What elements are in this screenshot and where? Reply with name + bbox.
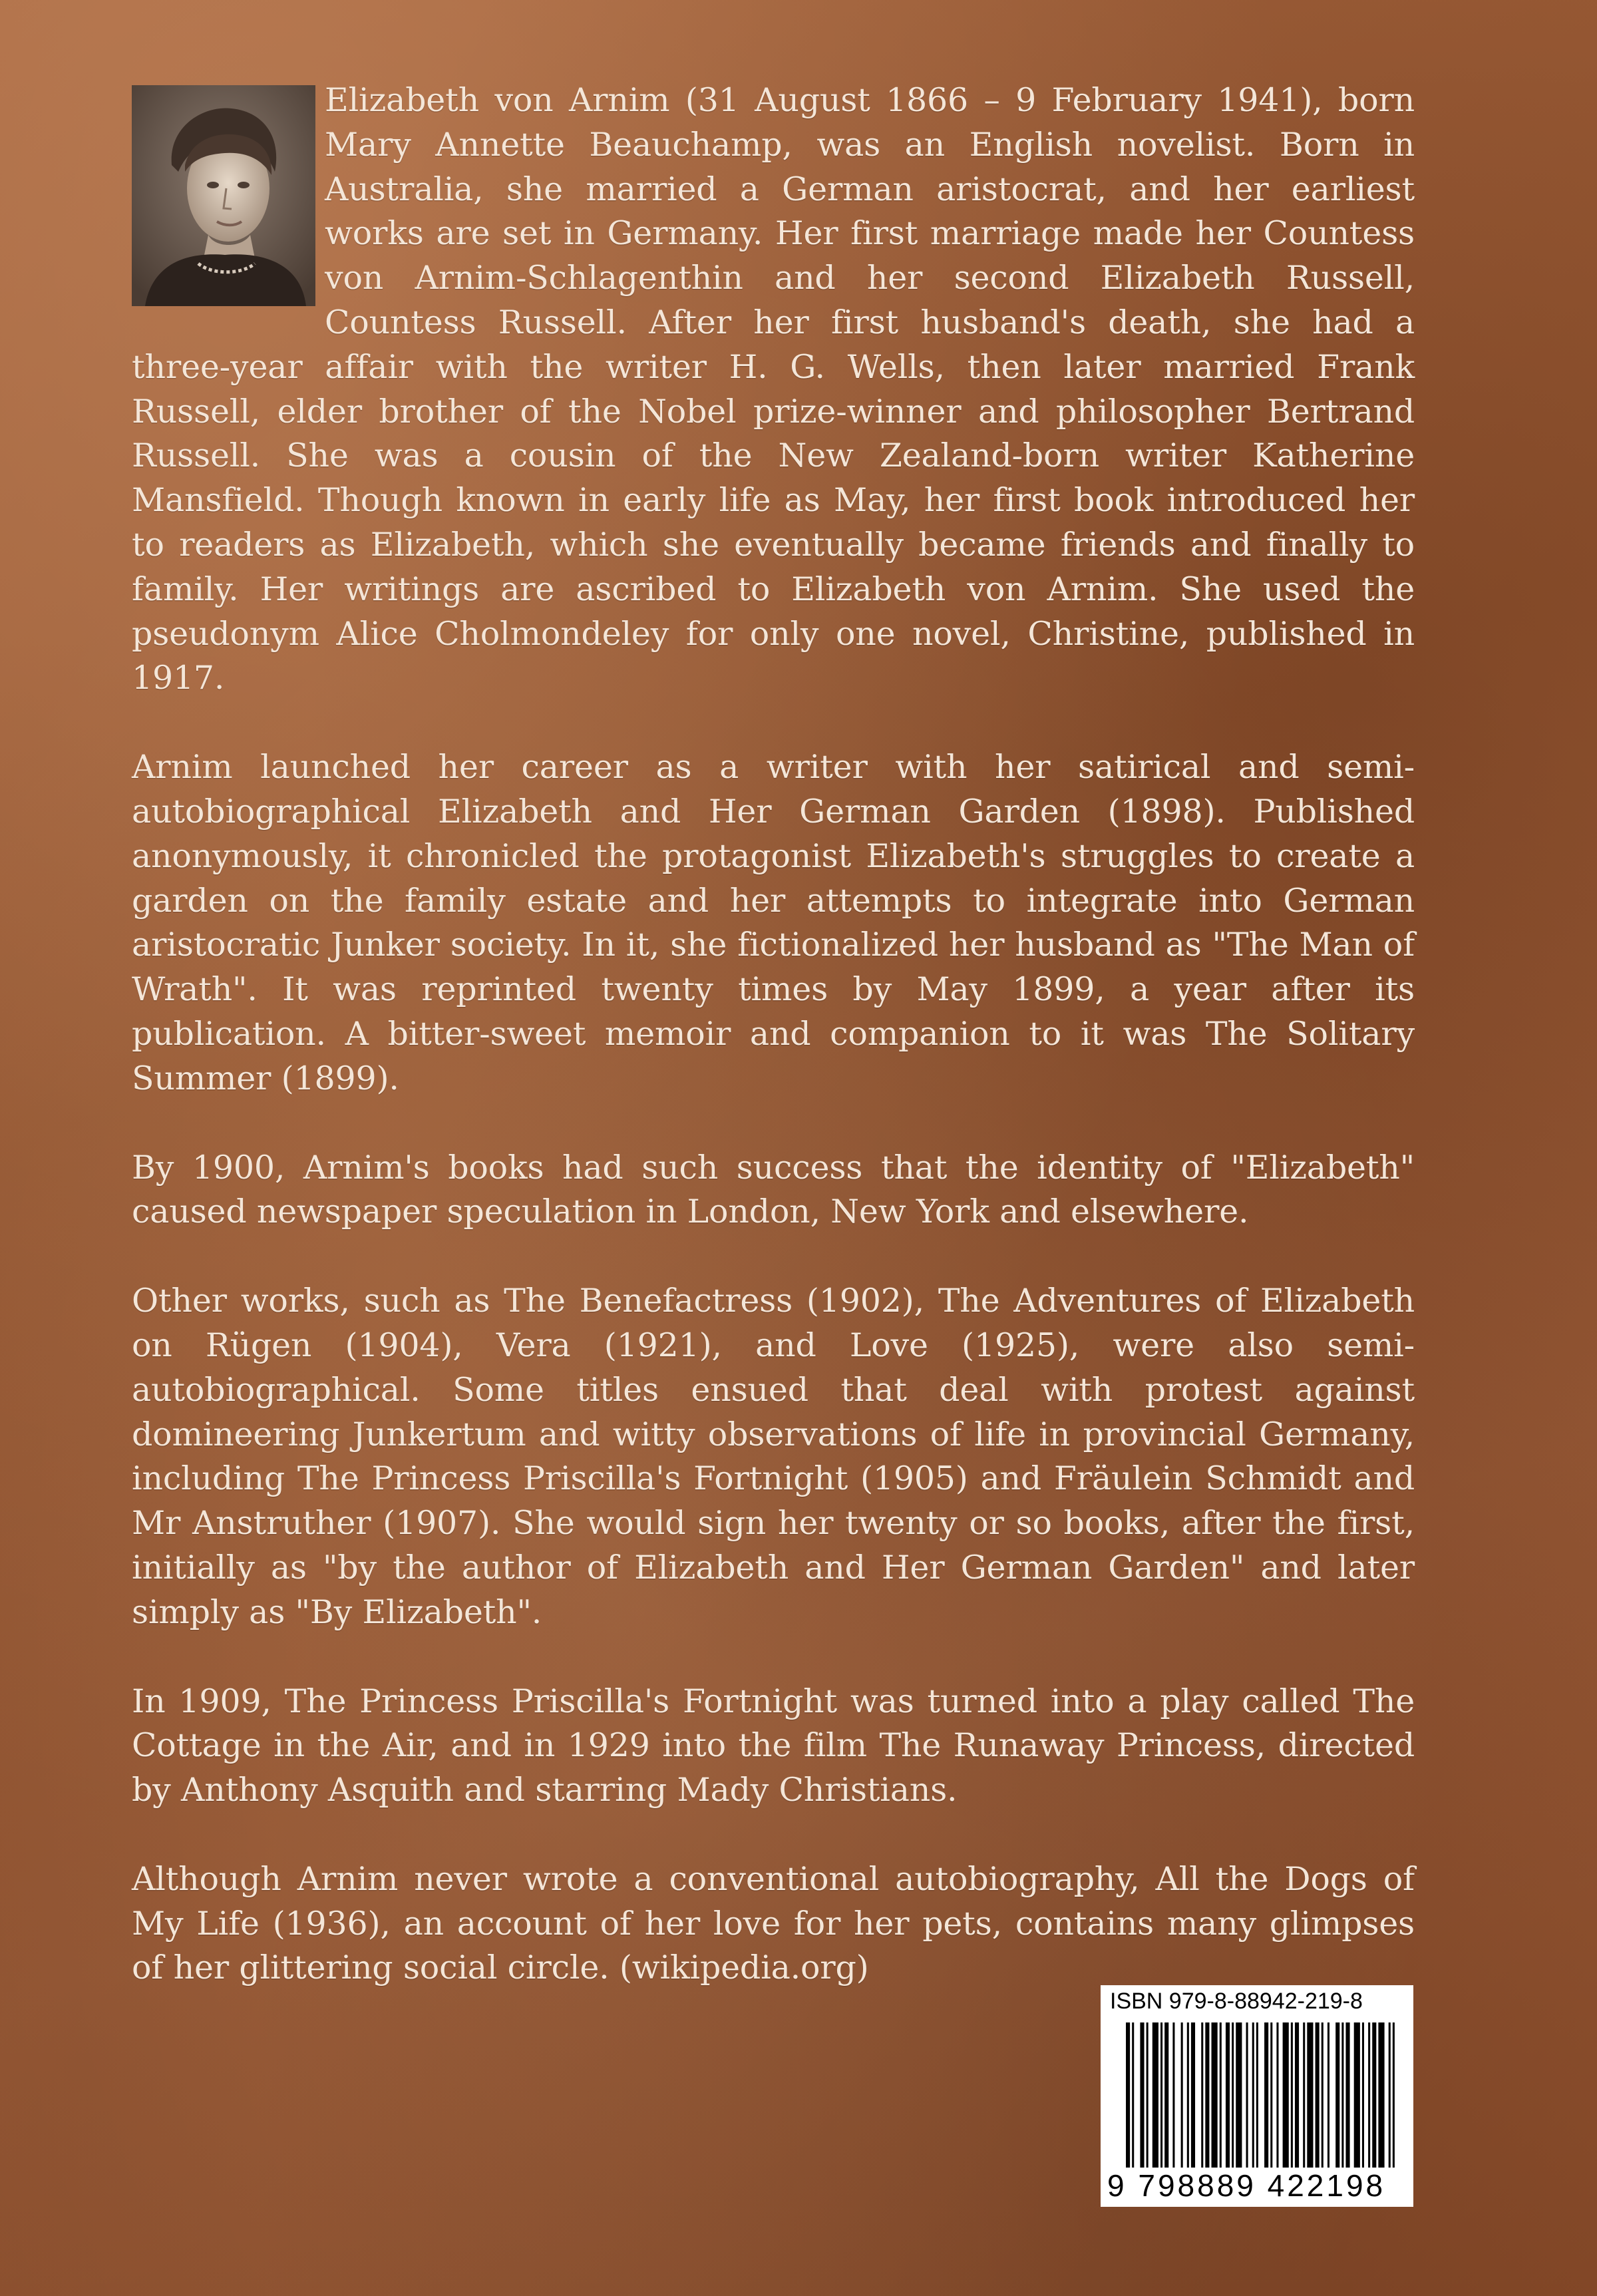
barcode-bar [1205,2022,1209,2168]
barcode-bar [1236,2022,1242,2168]
isbn-label: ISBN 979-8-88942-219-8 [1110,1989,1363,2014]
barcode-bar [1389,2022,1391,2168]
barcode-bar [1201,2022,1203,2168]
barcode-bar [1362,2022,1364,2168]
bio-paragraph-6: Although Arnim never wrote a conventional autobiography, All the Dogs of My Life (1936), an account of her love for her pets, contains many glimpses of her glittering social circle. (wikipedia.org) [132,1859,1415,1987]
barcode-bar [1232,2022,1234,2168]
barcode-bar [1316,2022,1320,2168]
bio-paragraph-1: Elizabeth von Arnim (31 August 1866 – 9 February 1941), born Mary Annette Beauchamp, was an English novelist. Born in Australia, she married a German aristocrat, and her earliest works are set in Germany. Her first marriage made her Countess von Arnim-Schlagenthin and her second Elizabeth Russell, Countess Russell. After her first husband's death, she had a three-year affair with the writer H. G. Wells, then later married Frank Russell, elder brother of the Nobel prize-winner and philosopher Bertrand Russell. She was a cousin of the New Zealand-born writer Katherine Mansfield. Though known in early life as May, her first book introduced her to readers as Elizabeth, which she eventually became friends and finally to family. Her writings are ascribed to Elizabeth von Arnim. She used the pseudonym Alice Cholmondeley for only one novel, Christine, published in 1917. [132,81,1415,697]
barcode-bar [1191,2022,1195,2168]
barcode-bar [1172,2022,1174,2168]
barcode-bar [1372,2022,1376,2168]
barcode-bar [1335,2022,1339,2168]
bio-paragraph-2: Arnim launched her career as a writer with her satirical and semi-autobiographical Elizabeth and Her German Garden (1898). Published anonymously, it chronicled the protagonist Elizabeth's struggles to create a garden on the family estate and her attempts to integrate into German aristocratic Junker society. In it, she fictionalized her husband as "The Man of Wrath". It was reprinted twenty times by May 1899, a year after its publication. A bitter-sweet memoir and companion to it was The Solitary Summer (1899). [132,748,1415,1097]
barcode-bar [1341,2022,1343,2168]
barcode-bar [1368,2022,1370,2168]
barcode-icon [1126,2022,1399,2168]
barcode-bar [1283,2022,1289,2168]
barcode-bar [1126,2022,1130,2168]
barcode-bar [1264,2022,1268,2168]
barcode-bar [1322,2022,1324,2168]
barcode-bar [1295,2022,1299,2168]
barcode-bar [1378,2022,1384,2168]
barcode-bar [1303,2022,1305,2168]
barcode-bar [1328,2022,1330,2168]
author-portrait-icon [132,85,315,306]
barcode-bar [1226,2022,1230,2168]
barcode-bar [1246,2022,1248,2168]
bio-paragraph-4: Other works, such as The Benefactress (1902), The Adventures of Elizabeth on Rügen (1904), Vera (1921), and Love (1925), were also semi-autobiographical. Some titles ensued that deal with protest against domineering Junkertum and witty observations of life in provincial Germany, including The Princess Priscilla's Fortnight (1905) and Fräulein Schmidt and Mr Anstruther (1907). She would sign her twenty or so books, after the first, initially as "by the author of Elizabeth and Her German Garden" and later simply as "By Elizabeth". [132,1282,1415,1631]
barcode-bar [1181,2022,1183,2168]
barcode-bar [1354,2022,1360,2168]
barcode-bar [1307,2022,1313,2168]
barcode-bar [1160,2022,1162,2168]
barcode-bar [1147,2022,1149,2168]
barcode-bar [1212,2022,1218,2168]
isbn-barcode [1101,1985,1413,2207]
author-bio [132,79,1415,2035]
barcode-bar [1345,2022,1349,2168]
barcode-bar [1276,2022,1278,2168]
barcode-bar [1153,2022,1158,2168]
barcode-bar [1291,2022,1293,2168]
barcode-bar [1256,2022,1258,2168]
barcode-bar [1393,2022,1395,2168]
barcode-digits: 9 798889 422198 [1107,2168,1386,2203]
barcode-bar [1164,2022,1168,2168]
bio-paragraph-3: By 1900, Arnim's books had such success that the identity of "Elizabeth" caused newspaper speculation in London, New York and elsewhere. [132,1148,1415,1231]
barcode-bar [1187,2022,1189,2168]
barcode-bar [1220,2022,1222,2168]
barcode-bar [1132,2022,1134,2168]
barcode-bar [1140,2022,1144,2168]
barcode-bar [1252,2022,1254,2168]
bio-paragraph-5: In 1909, The Princess Priscilla's Fortnight was turned into a play called The Cottage in the Air, and in 1929 into the film The Runaway Princess, directed by Anthony Asquith and starring Mady Christians. [132,1682,1415,1810]
barcode-bar [1270,2022,1272,2168]
